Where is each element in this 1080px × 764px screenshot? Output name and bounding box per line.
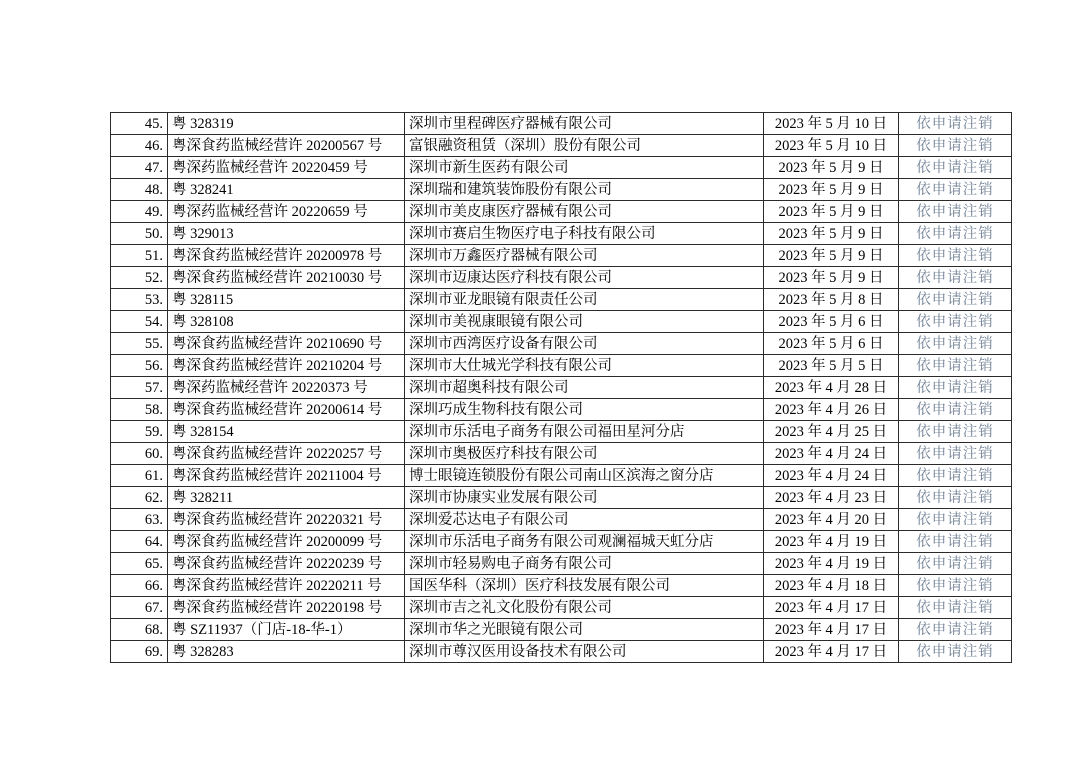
company-name: 深圳市尊汉医用设备技术有限公司 xyxy=(405,641,764,663)
company-name: 博士眼镜连锁股份有限公司南山区滨海之窗分店 xyxy=(405,465,764,487)
table-row xyxy=(111,113,1012,135)
license-number: 粤 328241 xyxy=(168,179,405,201)
row-index: 67. xyxy=(111,597,168,619)
company-name: 深圳市乐活电子商务有限公司观澜福城天虹分店 xyxy=(405,531,764,553)
status-badge: 依申请注销 xyxy=(899,289,1012,311)
row-index: 60. xyxy=(111,443,168,465)
table-row xyxy=(111,377,1012,399)
license-number: 粤深食药监械经营许 20200099 号 xyxy=(168,531,405,553)
status-badge: 依申请注销 xyxy=(899,443,1012,465)
status-badge: 依申请注销 xyxy=(899,201,1012,223)
cancellation-date: 2023 年 5 月 6 日 xyxy=(764,333,899,355)
status-badge: 依申请注销 xyxy=(899,333,1012,355)
cancellation-date: 2023 年 5 月 6 日 xyxy=(764,311,899,333)
company-name: 深圳巧成生物科技有限公司 xyxy=(405,399,764,421)
company-name: 深圳市万鑫医疗器械有限公司 xyxy=(405,245,764,267)
license-number: 粤深食药监械经营许 20220198 号 xyxy=(168,597,405,619)
cancellation-date: 2023 年 4 月 20 日 xyxy=(764,509,899,531)
table-row xyxy=(111,245,1012,267)
status-badge: 依申请注销 xyxy=(899,575,1012,597)
row-index: 58. xyxy=(111,399,168,421)
status-badge: 依申请注销 xyxy=(899,157,1012,179)
row-index: 62. xyxy=(111,487,168,509)
license-number: 粤深药监械经营许 20220659 号 xyxy=(168,201,405,223)
table-row xyxy=(111,201,1012,223)
company-name: 深圳市美皮康医疗器械有限公司 xyxy=(405,201,764,223)
row-index: 65. xyxy=(111,553,168,575)
license-number: 粤 328108 xyxy=(168,311,405,333)
company-name: 深圳市奥极医疗科技有限公司 xyxy=(405,443,764,465)
table-row xyxy=(111,421,1012,443)
license-number: 粤深食药监械经营许 20210204 号 xyxy=(168,355,405,377)
license-number: 粤深食药监械经营许 20220239 号 xyxy=(168,553,405,575)
row-index: 56. xyxy=(111,355,168,377)
table-row xyxy=(111,355,1012,377)
table-row xyxy=(111,135,1012,157)
row-index: 61. xyxy=(111,465,168,487)
table-row xyxy=(111,179,1012,201)
status-badge: 依申请注销 xyxy=(899,135,1012,157)
status-badge: 依申请注销 xyxy=(899,245,1012,267)
status-badge: 依申请注销 xyxy=(899,487,1012,509)
company-name: 深圳市超奥科技有限公司 xyxy=(405,377,764,399)
row-index: 55. xyxy=(111,333,168,355)
cancellation-date: 2023 年 5 月 5 日 xyxy=(764,355,899,377)
status-badge: 依申请注销 xyxy=(899,355,1012,377)
row-index: 64. xyxy=(111,531,168,553)
table-body xyxy=(111,113,1012,663)
cancellation-date: 2023 年 5 月 10 日 xyxy=(764,113,899,135)
company-name: 深圳市迈康达医疗科技有限公司 xyxy=(405,267,764,289)
license-number: 粤 328283 xyxy=(168,641,405,663)
status-badge: 依申请注销 xyxy=(899,619,1012,641)
company-name: 国医华科（深圳）医疗科技发展有限公司 xyxy=(405,575,764,597)
status-badge: 依申请注销 xyxy=(899,553,1012,575)
license-number: 粤深食药监械经营许 20220321 号 xyxy=(168,509,405,531)
cancellation-date: 2023 年 5 月 9 日 xyxy=(764,245,899,267)
company-name: 深圳市亚龙眼镜有限责任公司 xyxy=(405,289,764,311)
table-row xyxy=(111,531,1012,553)
table-row xyxy=(111,619,1012,641)
cancellation-date: 2023 年 4 月 17 日 xyxy=(764,597,899,619)
status-badge: 依申请注销 xyxy=(899,597,1012,619)
status-badge: 依申请注销 xyxy=(899,399,1012,421)
table-row xyxy=(111,443,1012,465)
cancellation-date: 2023 年 4 月 24 日 xyxy=(764,443,899,465)
license-number: 粤深食药监械经营许 20220257 号 xyxy=(168,443,405,465)
status-badge: 依申请注销 xyxy=(899,531,1012,553)
cancellation-date: 2023 年 5 月 10 日 xyxy=(764,135,899,157)
license-number: 粤 328154 xyxy=(168,421,405,443)
row-index: 68. xyxy=(111,619,168,641)
row-index: 47. xyxy=(111,157,168,179)
table-row xyxy=(111,597,1012,619)
company-name: 深圳市新生医药有限公司 xyxy=(405,157,764,179)
license-number: 粤深食药监械经营许 20200614 号 xyxy=(168,399,405,421)
row-index: 69. xyxy=(111,641,168,663)
company-name: 深圳市乐活电子商务有限公司福田星河分店 xyxy=(405,421,764,443)
row-index: 53. xyxy=(111,289,168,311)
company-name: 深圳市美视康眼镜有限公司 xyxy=(405,311,764,333)
license-number: 粤 329013 xyxy=(168,223,405,245)
row-index: 48. xyxy=(111,179,168,201)
license-number: 粤深药监械经营许 20220459 号 xyxy=(168,157,405,179)
license-number: 粤深食药监械经营许 20211004 号 xyxy=(168,465,405,487)
cancellation-date: 2023 年 4 月 24 日 xyxy=(764,465,899,487)
row-index: 54. xyxy=(111,311,168,333)
cancellation-date: 2023 年 5 月 9 日 xyxy=(764,179,899,201)
table-row xyxy=(111,157,1012,179)
row-index: 66. xyxy=(111,575,168,597)
license-number: 粤 328115 xyxy=(168,289,405,311)
table-row xyxy=(111,311,1012,333)
table-row xyxy=(111,509,1012,531)
company-name: 深圳爱芯达电子有限公司 xyxy=(405,509,764,531)
company-name: 深圳市华之光眼镜有限公司 xyxy=(405,619,764,641)
table-row xyxy=(111,553,1012,575)
company-name: 深圳市协康实业发展有限公司 xyxy=(405,487,764,509)
status-badge: 依申请注销 xyxy=(899,377,1012,399)
cancellation-date: 2023 年 4 月 17 日 xyxy=(764,641,899,663)
row-index: 59. xyxy=(111,421,168,443)
status-badge: 依申请注销 xyxy=(899,223,1012,245)
cancellation-date: 2023 年 5 月 9 日 xyxy=(764,157,899,179)
license-number: 粤 SZ11937（门店-18-华-1） xyxy=(168,619,405,641)
table-row xyxy=(111,575,1012,597)
license-number: 粤深药监械经营许 20220373 号 xyxy=(168,377,405,399)
status-badge: 依申请注销 xyxy=(899,267,1012,289)
cancellation-date: 2023 年 5 月 9 日 xyxy=(764,223,899,245)
license-number: 粤深食药监械经营许 20210690 号 xyxy=(168,333,405,355)
company-name: 深圳市轻易购电子商务有限公司 xyxy=(405,553,764,575)
table-row xyxy=(111,223,1012,245)
row-index: 46. xyxy=(111,135,168,157)
cancellation-date: 2023 年 4 月 25 日 xyxy=(764,421,899,443)
cancellation-date: 2023 年 4 月 28 日 xyxy=(764,377,899,399)
license-number: 粤 328211 xyxy=(168,487,405,509)
status-badge: 依申请注销 xyxy=(899,509,1012,531)
license-number: 粤 328319 xyxy=(168,113,405,135)
table-row xyxy=(111,399,1012,421)
row-index: 52. xyxy=(111,267,168,289)
table-row xyxy=(111,487,1012,509)
status-badge: 依申请注销 xyxy=(899,641,1012,663)
table-row xyxy=(111,333,1012,355)
company-name: 深圳市赛启生物医疗电子科技有限公司 xyxy=(405,223,764,245)
company-name: 深圳市大仕城光学科技有限公司 xyxy=(405,355,764,377)
row-index: 51. xyxy=(111,245,168,267)
cancellation-date: 2023 年 4 月 26 日 xyxy=(764,399,899,421)
table-row xyxy=(111,641,1012,663)
cancellation-date: 2023 年 5 月 8 日 xyxy=(764,289,899,311)
license-number: 粤深食药监械经营许 20210030 号 xyxy=(168,267,405,289)
cancellation-date: 2023 年 4 月 17 日 xyxy=(764,619,899,641)
company-name: 深圳市里程碑医疗器械有限公司 xyxy=(405,113,764,135)
row-index: 50. xyxy=(111,223,168,245)
row-index: 57. xyxy=(111,377,168,399)
cancellation-date: 2023 年 5 月 9 日 xyxy=(764,267,899,289)
status-badge: 依申请注销 xyxy=(899,179,1012,201)
company-name: 富银融资租赁（深圳）股份有限公司 xyxy=(405,135,764,157)
license-number: 粤深食药监械经营许 20220211 号 xyxy=(168,575,405,597)
row-index: 63. xyxy=(111,509,168,531)
license-number: 粤深食药监械经营许 20200978 号 xyxy=(168,245,405,267)
status-badge: 依申请注销 xyxy=(899,311,1012,333)
company-name: 深圳瑞和建筑装饰股份有限公司 xyxy=(405,179,764,201)
cancellation-date: 2023 年 4 月 19 日 xyxy=(764,531,899,553)
table-row xyxy=(111,267,1012,289)
status-badge: 依申请注销 xyxy=(899,113,1012,135)
cancellation-date: 2023 年 4 月 18 日 xyxy=(764,575,899,597)
license-number: 粤深食药监械经营许 20200567 号 xyxy=(168,135,405,157)
cancellation-date: 2023 年 4 月 23 日 xyxy=(764,487,899,509)
company-name: 深圳市吉之礼文化股份有限公司 xyxy=(405,597,764,619)
row-index: 45. xyxy=(111,113,168,135)
cancellation-date: 2023 年 5 月 9 日 xyxy=(764,201,899,223)
registration-table-container xyxy=(110,112,994,663)
table-row xyxy=(111,465,1012,487)
cancellation-date: 2023 年 4 月 19 日 xyxy=(764,553,899,575)
company-name: 深圳市西湾医疗设备有限公司 xyxy=(405,333,764,355)
status-badge: 依申请注销 xyxy=(899,421,1012,443)
registration-table xyxy=(110,112,1012,663)
status-badge: 依申请注销 xyxy=(899,465,1012,487)
row-index: 49. xyxy=(111,201,168,223)
table-row xyxy=(111,289,1012,311)
